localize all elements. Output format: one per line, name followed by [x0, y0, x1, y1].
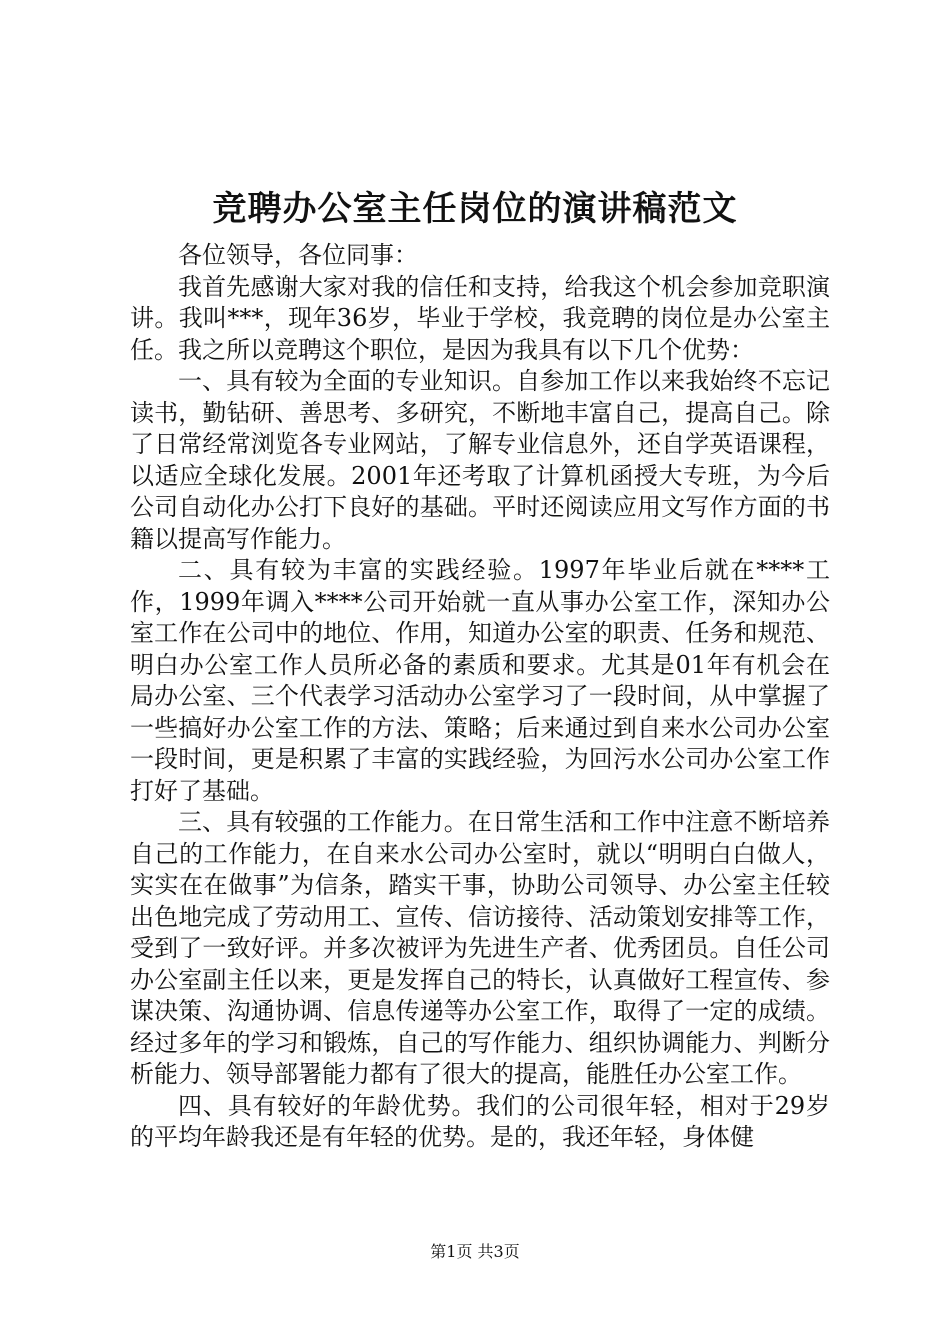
- advantage-ability-paragraph: 三、具有较强的工作能力。在日常生活和工作中注意不断培养自己的工作能力，在自来水公司办公室时，就以“明明白白做人，实实在在做事”为信条，踏实干事，协助公司领导、办公室主任较出色地完成了劳动用工、宣传、信访接待、活动策划安排等工作，受到了一致好评。并多次被评为先进生产者、优秀团员。自任公司办公室副主任以来，更是发挥自己的特长，认真做好工程宣传、参谋决策、沟通协调、信息传递等办公室工作，取得了一定的成绩。经过多年的学习和锻炼，自己的写作能力、组织协调能力、判断分析能力、领导部署能力都有了很大的提高，能胜任办公室工作。: [130, 808, 830, 1088]
- salutation-paragraph: 各位领导，各位同事：: [178, 241, 418, 269]
- document-body: [130, 240, 830, 1154]
- intro-paragraph: 我首先感谢大家对我的信任和支持，给我这个机会参加竞职演讲。我叫***，现年36岁，毕业于学校，我竞聘的岗位是办公室主任。我之所以竞聘这个职位，是因为我具有以下几个优势：: [130, 272, 830, 364]
- advantage-experience-paragraph: 二、具有较为丰富的实践经验。1997年毕业后就在****工作，1999年调入****公司开始就一直从事办公室工作，深知办公室工作在公司中的地位、作用，知道办公室的职责、任务和规范、明白办公室工作人员所必备的素质和要求。尤其是01年有机会在局办公室、三个代表学习活动办公室学习了一段时间，从中掌握了一些搞好办公室工作的方法、策略；后来通过到自来水公司办公室一段时间，更是积累了丰富的实践经验，为回污水公司办公室工作打好了基础。: [130, 556, 830, 805]
- page-number-footer: 第1页 共3页: [430, 1242, 520, 1261]
- advantage-age-paragraph: 四、具有较好的年龄优势。我们的公司很年轻，相对于29岁的平均年龄我还是有年轻的优势。是的，我还年轻，身体健: [130, 1091, 830, 1151]
- advantage-knowledge-paragraph: 一、具有较为全面的专业知识。自参加工作以来我始终不忘记读书，勤钻研、善思考、多研究，不断地丰富自己，提高自己。除了日常经常浏览各专业网站，了解专业信息外，还自学英语课程，以适应全球化发展。2001年还考取了计算机函授大专班，为今后公司自动化办公打下良好的基础。平时还阅读应用文写作方面的书籍以提高写作能力。: [130, 367, 830, 553]
- document-title: 竞聘办公室主任岗位的演讲稿范文: [212, 189, 738, 229]
